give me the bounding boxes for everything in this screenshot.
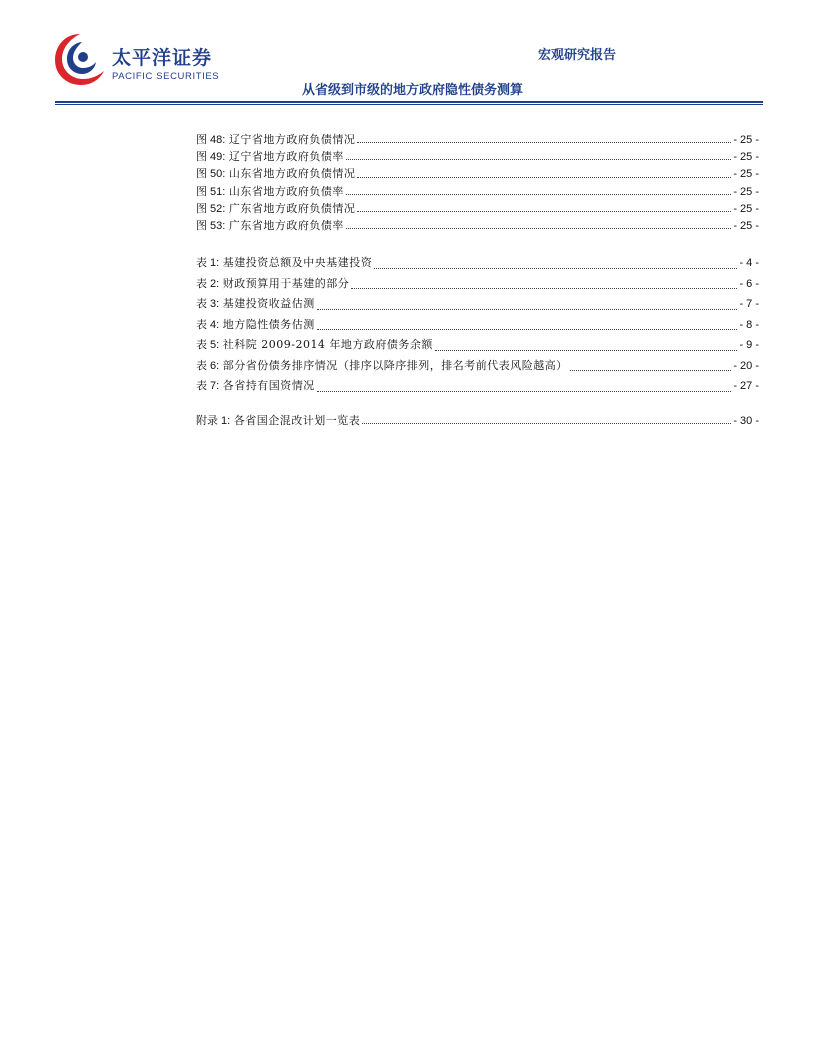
toc-entry[interactable] [196, 315, 759, 336]
toc-entry[interactable] [196, 165, 759, 182]
company-logo [52, 30, 222, 90]
header-divider-thin [55, 104, 763, 105]
logo-chinese-text: 太平洋证券 [112, 47, 213, 69]
toc-entry-prefix: 表 3: [196, 298, 220, 310]
toc-entry-label: 广东省地方政府负债率 [228, 218, 344, 232]
toc-entry-label: 山东省地方政府负债率 [228, 184, 344, 198]
toc-entry-label: 财政预算用于基建的部分 [222, 276, 350, 290]
toc-leader-dots [317, 308, 738, 310]
toc-entry-prefix: 图 49: [196, 151, 226, 164]
toc-entry-prefix: 表 4: [196, 318, 220, 331]
toc-entry-label: 基建投资总额及中央基建投资 [222, 256, 373, 269]
toc-entry-label: 各省国企混改计划一览表 [233, 414, 361, 427]
toc-leader-dots [570, 369, 732, 371]
toc-entry-prefix: 图 48: [196, 134, 226, 146]
toc-entry-label: 部分省份债务排序情况（排序以降序排列，排名考前代表风险越高） [222, 358, 568, 372]
toc-entry-page: - 8 - [739, 318, 759, 331]
toc-entry-page: - 25 - [733, 134, 759, 146]
pacific-securities-logo-icon [52, 30, 108, 88]
toc-leader-dots [357, 141, 731, 143]
toc-entry[interactable] [196, 294, 759, 315]
toc-entry-label: 社科院 2009-2014 年地方政府债务余额 [222, 338, 433, 351]
toc-leader-dots [357, 210, 731, 212]
toc-entry[interactable] [196, 253, 759, 274]
toc-leader-dots [346, 158, 731, 160]
toc-entry-page: - 6 - [739, 277, 759, 290]
toc-entry-label: 基建投资收益估测 [222, 297, 315, 310]
toc-entry[interactable] [196, 376, 759, 397]
toc-leader-dots [362, 422, 731, 424]
toc-entry-page: - 25 - [733, 168, 759, 181]
toc-entry[interactable] [196, 148, 759, 165]
toc-entry-prefix: 表 5: [196, 339, 220, 351]
toc-entry-page: - 9 - [739, 339, 759, 351]
toc-entry[interactable] [196, 274, 759, 295]
toc-entry-label: 辽宁省地方政府负债率 [228, 150, 344, 164]
toc-entry-page: - 30 - [733, 415, 759, 427]
toc-entry-prefix: 表 7: [196, 380, 220, 392]
toc-entry-prefix: 图 52: [196, 202, 226, 215]
toc-entry[interactable] [196, 412, 759, 429]
toc-entry-prefix: 表 1: [196, 257, 220, 269]
toc-entry-page: - 20 - [733, 359, 759, 372]
page-header [0, 0, 816, 110]
toc-entry-label: 辽宁省地方政府负债情况 [228, 133, 356, 146]
toc-entry-label: 山东省地方政府负债情况 [228, 167, 356, 181]
toc-entry-prefix: 图 51: [196, 185, 226, 198]
toc-leader-dots [435, 349, 738, 351]
toc-entry[interactable] [196, 131, 759, 148]
toc-entry-prefix: 图 50: [196, 168, 226, 181]
toc-entry[interactable] [196, 217, 759, 234]
toc-entry-page: - 27 - [733, 380, 759, 392]
toc-entry-page: - 25 - [733, 219, 759, 232]
toc-entry-label: 各省持有国资情况 [222, 379, 315, 392]
toc-entry-page: - 7 - [739, 298, 759, 310]
toc-leader-dots [317, 328, 738, 330]
logo-english-text: PACIFIC SECURITIES [112, 71, 220, 82]
header-divider [55, 101, 763, 103]
toc-leader-dots [346, 227, 731, 229]
toc-appendix-list [196, 412, 759, 429]
toc-entry[interactable] [196, 335, 759, 356]
toc-leader-dots [346, 193, 731, 195]
toc-entry[interactable] [196, 200, 759, 217]
toc-figures-list [196, 131, 759, 234]
toc-entry-prefix: 附录 1: [196, 415, 231, 427]
toc-entry-page: - 25 - [733, 151, 759, 164]
toc-leader-dots [357, 176, 731, 178]
toc-entry-page: - 25 - [733, 185, 759, 198]
toc-entry-prefix: 表 2: [196, 277, 220, 290]
toc-leader-dots [374, 267, 737, 269]
toc-entry[interactable] [196, 183, 759, 200]
toc-entry-page: - 25 - [733, 202, 759, 215]
report-title: 从省级到市级的地方政府隐性债务测算 [302, 83, 524, 98]
toc-entry-page: - 4 - [739, 257, 759, 269]
toc-entry-label: 地方隐性债务估测 [222, 317, 315, 331]
toc-tables-list [196, 253, 759, 397]
report-type: 宏观研究报告 [537, 48, 616, 63]
toc-entry-label: 广东省地方政府负债情况 [228, 201, 356, 215]
toc-entry-prefix: 图 53: [196, 219, 226, 232]
toc-entry[interactable] [196, 356, 759, 377]
toc-leader-dots [317, 390, 732, 392]
toc-entry-prefix: 表 6: [196, 359, 220, 372]
toc-leader-dots [351, 287, 737, 289]
